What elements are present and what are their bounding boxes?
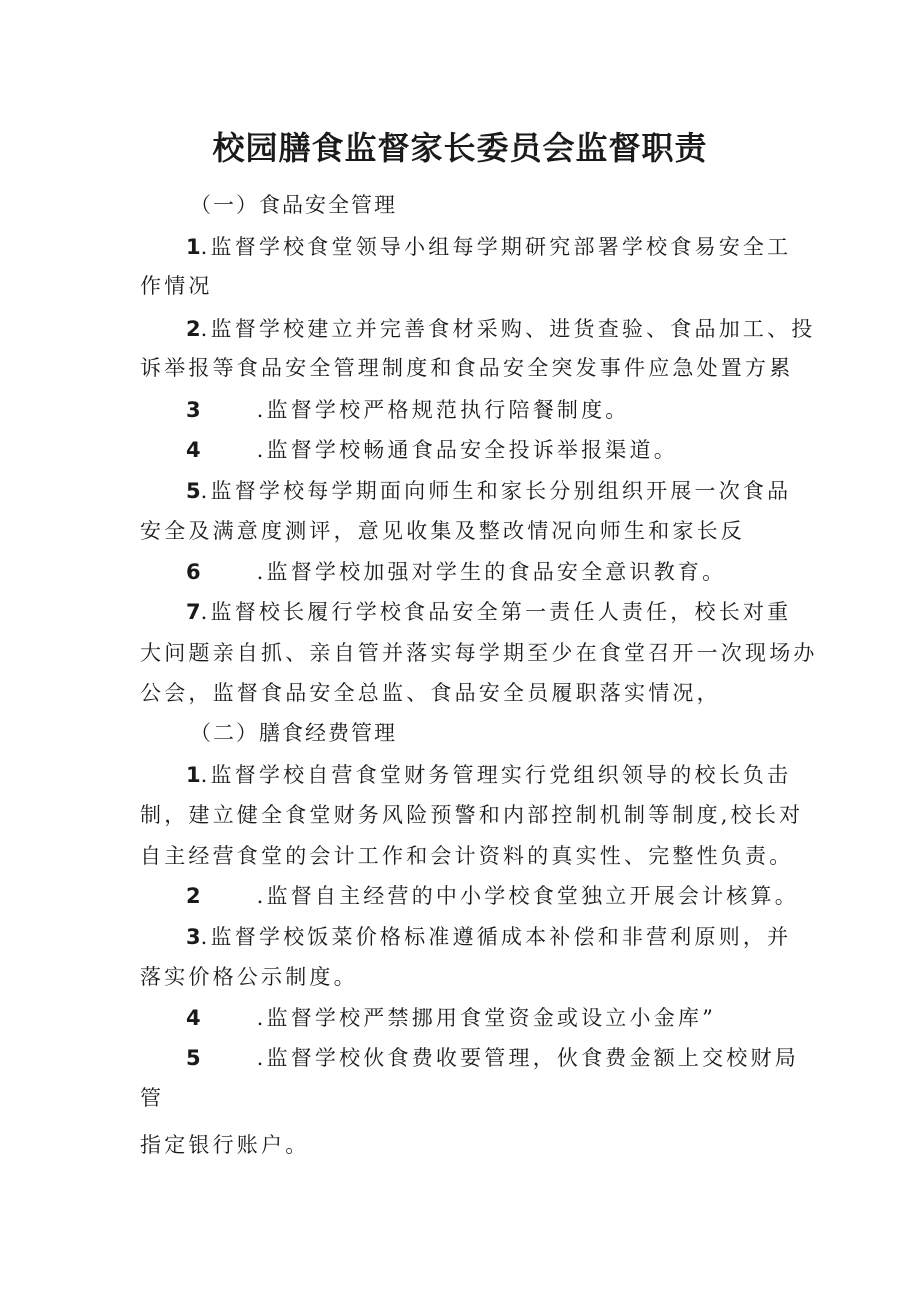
s1-item4-text: .监督学校畅通食品安全投诉举报渠道。 bbox=[256, 438, 678, 462]
s1-item3-number: 3 bbox=[186, 398, 201, 422]
s2-item2-text: .监督自主经营的中小学校食堂独立开展会计核算。 bbox=[256, 884, 799, 908]
s1-item1-line2: 作情况 bbox=[140, 274, 213, 298]
s1-item5-line2: 安全及满意度测评，意见收集及整改情况向师生和家长反 bbox=[140, 519, 745, 543]
s2-item5-text: .监督学校伙食费收要管理，伙食费金额上交校财局 bbox=[256, 1046, 799, 1070]
s1-item7-line3: 公会，监督食品安全总监、食品安全员履职落实情况， bbox=[140, 681, 721, 705]
s2-item1-line3: 自主经营食堂的会计工作和会计资料的真实性、完整性负责。 bbox=[140, 844, 794, 868]
s2-item5-line3: 指定银行账户。 bbox=[140, 1133, 310, 1157]
s1-item5-text: .监督学校每学期面向师生和家长分别组织开展一次食品 bbox=[200, 479, 792, 503]
s2-item4-text: .监督学校严禁挪用食堂资金或设立小金库” bbox=[256, 1006, 717, 1030]
s1-item5-number: 5 bbox=[186, 479, 201, 503]
s1-item1-text: .监督学校食堂领导小组每学期研究部署学校食易安全工 bbox=[200, 235, 792, 259]
s2-item3-line1 bbox=[186, 922, 791, 952]
s1-item2-number: 2 bbox=[186, 317, 201, 341]
document-title: 校园膳食监督家长委员会监督职责 bbox=[212, 129, 708, 167]
s2-item1-line1 bbox=[186, 760, 791, 790]
s1-item2-line2: 诉举报等食品安全管理制度和食品安全突发事件应急处置方累 bbox=[140, 356, 794, 380]
s2-item5-line1 bbox=[186, 1043, 799, 1073]
s2-item1-line2: 制，建立健全食堂财务风险预警和内部控制机制等制度,校长对 bbox=[140, 803, 804, 827]
s1-item2-text: .监督学校建立并完善食材采购、进货查验、食品加工、投 bbox=[200, 317, 816, 341]
s1-item7-line2: 大问题亲自抓、亲自管并落实每学期至少在食堂召开一次现场办 bbox=[140, 641, 818, 665]
section-heading-food-safety: （一）食品安全管理 bbox=[190, 193, 397, 217]
s1-item7-text: .监督校长履行学校食品安全第一责任人责任，校长对重 bbox=[200, 600, 792, 624]
s1-item5-line1 bbox=[186, 476, 791, 506]
s2-item4-number: 4 bbox=[186, 1006, 201, 1030]
s2-item5-line2: 管 bbox=[140, 1086, 165, 1110]
s2-item1-text: .监督学校自营食堂财务管理实行党组织领导的校长负击 bbox=[200, 763, 792, 787]
s1-item2-line1 bbox=[186, 314, 816, 344]
s1-item3-line1 bbox=[186, 395, 630, 425]
s1-item7-number: 7 bbox=[186, 600, 201, 624]
s1-item6-line1 bbox=[186, 557, 726, 587]
s2-item3-text: .监督学校饭菜价格标准遵循成本补偿和非营利原则，并 bbox=[200, 925, 792, 949]
s1-item3-text: .监督学校严格规范执行陪餐制度。 bbox=[256, 398, 630, 422]
s1-item4-number: 4 bbox=[186, 438, 201, 462]
s2-item1-number: 1 bbox=[186, 763, 201, 787]
s1-item1-number: 1 bbox=[186, 235, 201, 259]
s2-item2-number: 2 bbox=[186, 884, 201, 908]
s1-item1-line1 bbox=[186, 232, 791, 262]
section-heading-meal-funds: （二）膳食经费管理 bbox=[190, 721, 397, 745]
s2-item5-number: 5 bbox=[186, 1046, 201, 1070]
s1-item7-line1 bbox=[186, 597, 791, 627]
s2-item3-number: 3 bbox=[186, 925, 201, 949]
s1-item4-line1 bbox=[186, 435, 678, 465]
s2-item3-line2: 落实价格公示制度。 bbox=[140, 965, 358, 989]
s1-item6-number: 6 bbox=[186, 560, 201, 584]
s1-item6-text: .监督学校加强对学生的食品安全意识教育。 bbox=[256, 560, 727, 584]
s2-item4-line1 bbox=[186, 1003, 716, 1033]
s2-item2-line1 bbox=[186, 881, 799, 911]
